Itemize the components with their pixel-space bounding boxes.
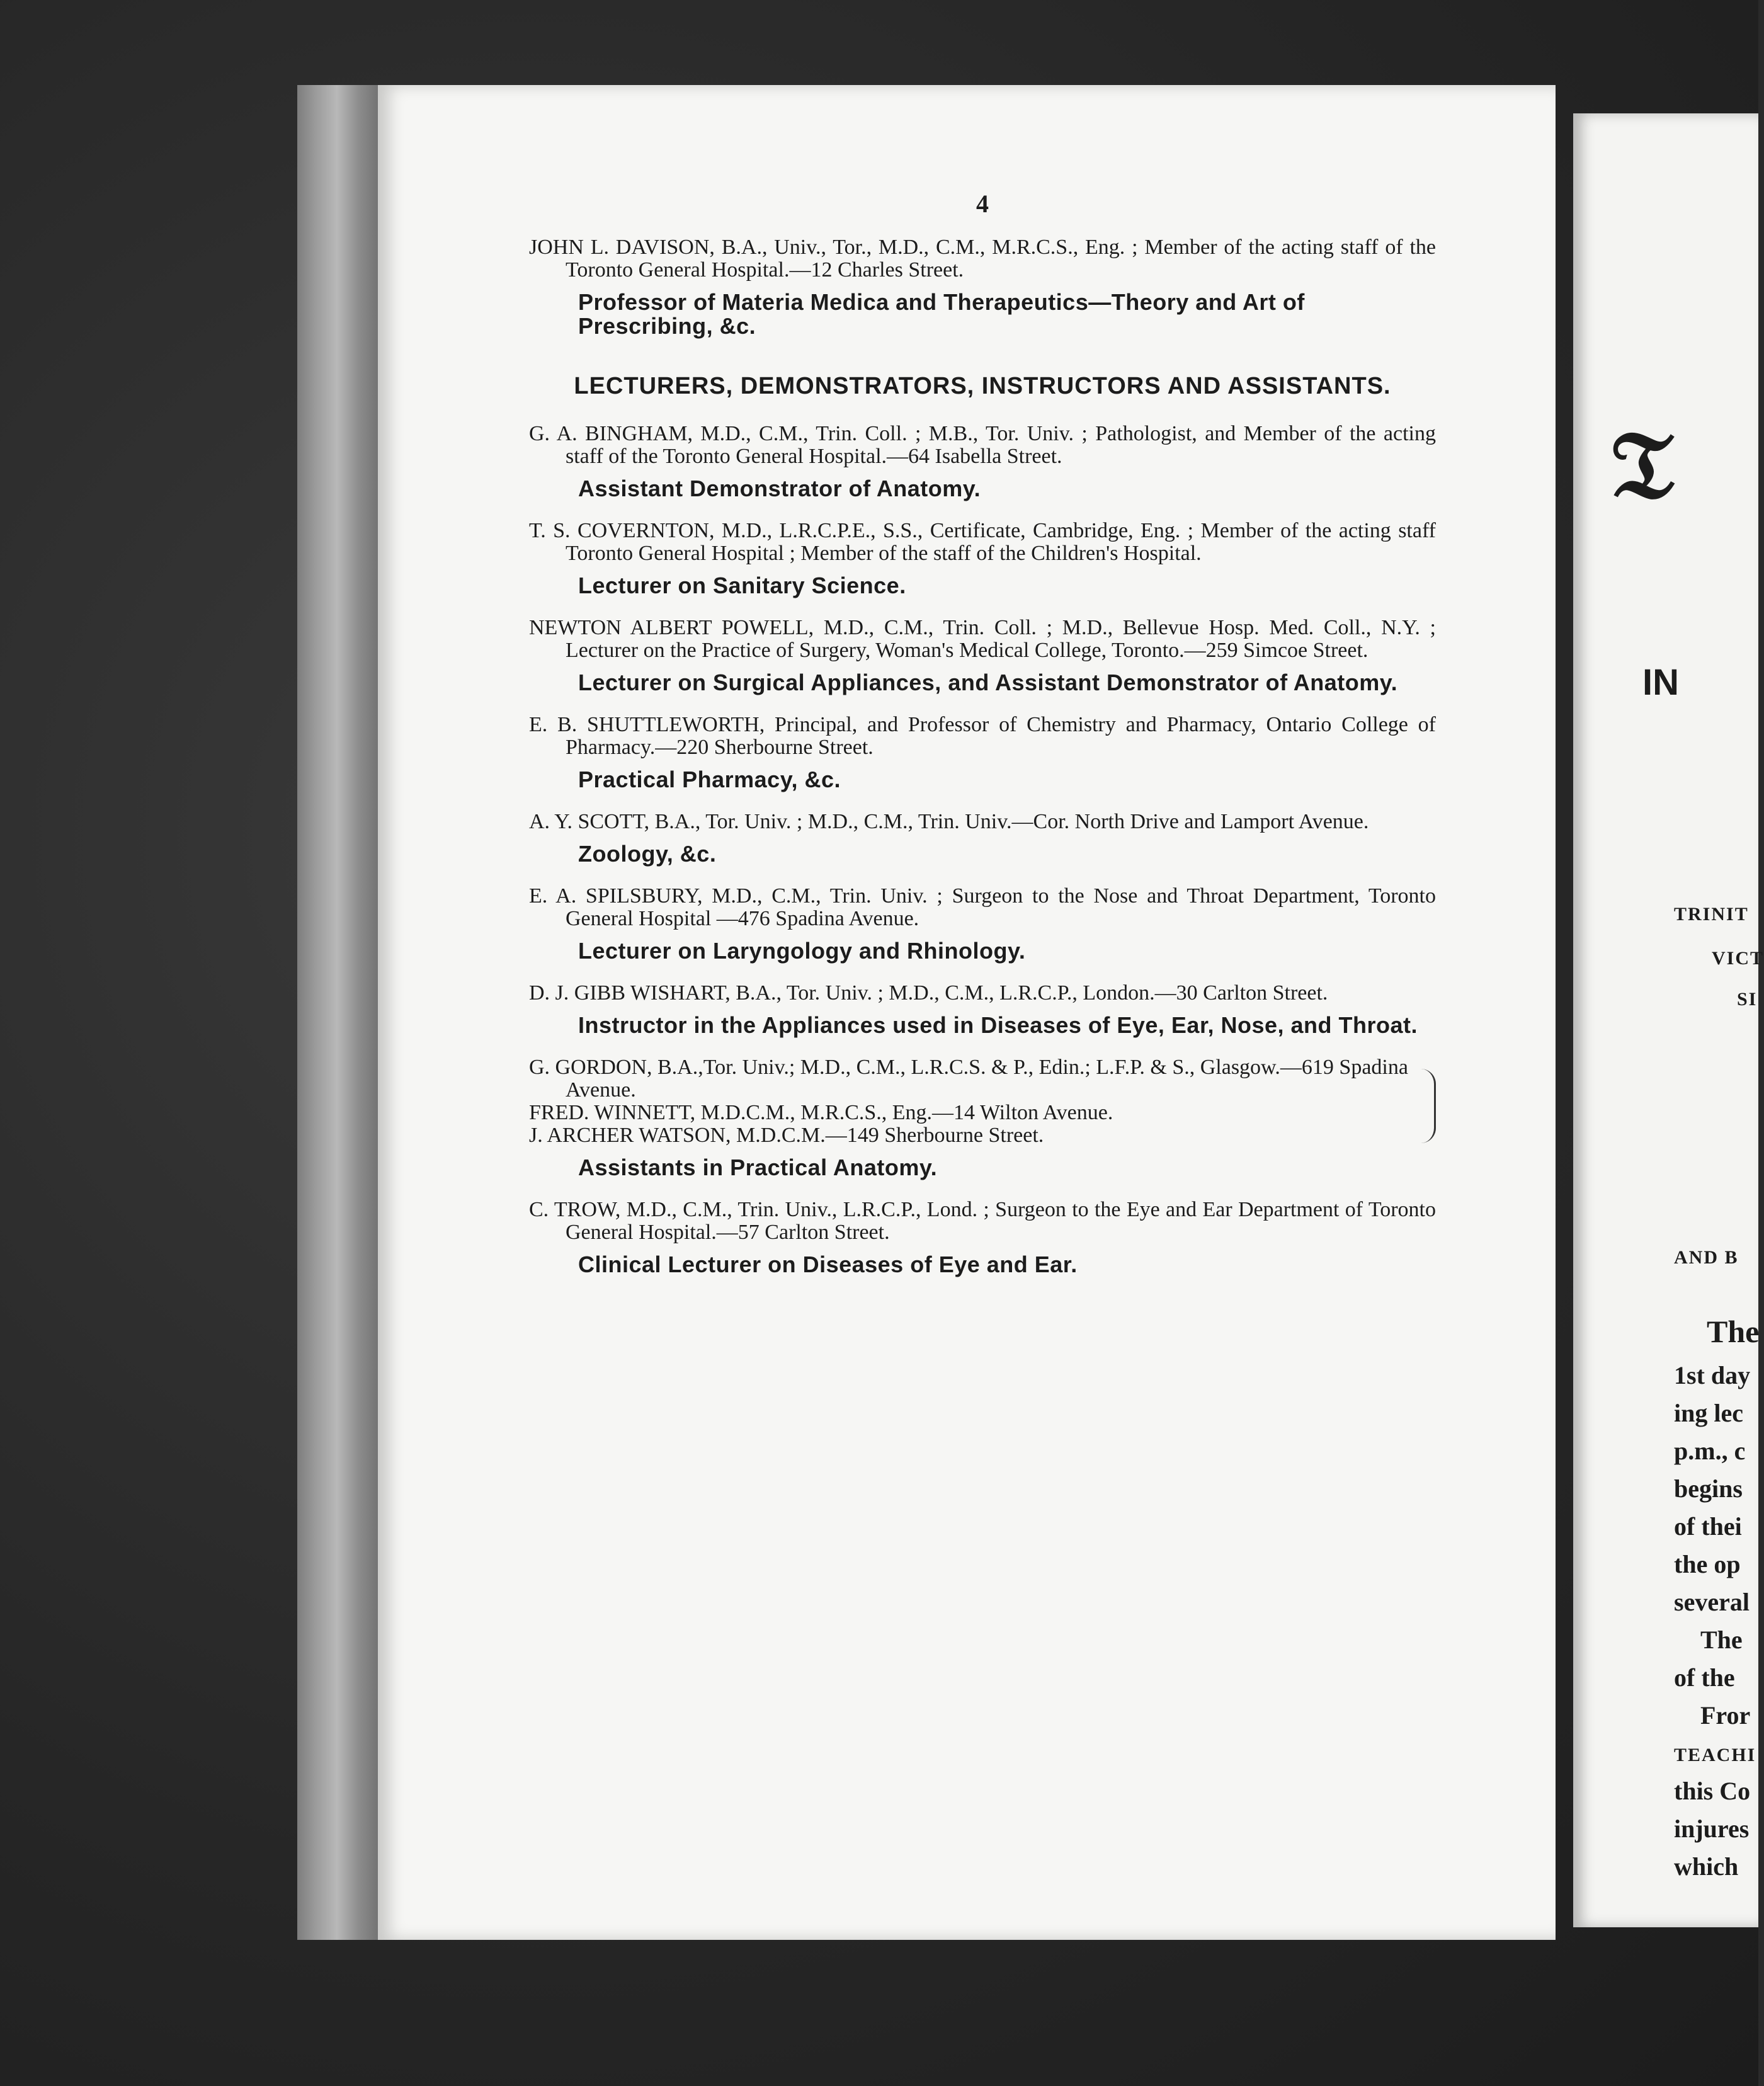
faculty-entry (529, 982, 1436, 1037)
faculty-entry (529, 520, 1436, 598)
right-heading-fragment: IN (1642, 662, 1679, 703)
right-body-line: of the (1674, 1663, 1735, 1692)
right-body-line: begins (1674, 1474, 1743, 1503)
faculty-entry (529, 423, 1436, 501)
entry-role: Lecturer on Sanitary Science. (578, 573, 906, 598)
section-heading: LECTURERS, DEMONSTRATORS, INSTRUCTORS AND ASSISTANTS. (574, 373, 1391, 399)
faculty-entry (529, 714, 1436, 792)
entry-description: T. S. COVERNTON, M.D., L.R.C.P.E., S.S., Certificate, Cambridge, Eng. ; Member of the acting staff Toronto General Hospital ; Member of the staff of the Children's Hospital. (529, 519, 1436, 565)
right-body-line: The (1700, 1626, 1743, 1654)
entry-description: G. A. BINGHAM, M.D., C.M., Trin. Coll. ; M.B., Tor. Univ. ; Pathologist, and Member of the acting staff of the Toronto General Hospital.—64 Isabella Street. (529, 422, 1436, 468)
faculty-group-entry (529, 1056, 1436, 1180)
right-body-line: 1st day (1674, 1361, 1751, 1389)
faculty-entry (529, 236, 1436, 338)
entry-description: A. Y. SCOTT, B.A., Tor. Univ. ; M.D., C.M., Trin. Univ.—Cor. North Drive and Lamport Avenue. (529, 810, 1369, 833)
right-line: TRINIT (1674, 904, 1749, 925)
page-number: 4 (976, 190, 989, 218)
book-page-edges (297, 85, 385, 1940)
entry-role: Lecturer on Laryngology and Rhinology. (578, 938, 1026, 964)
curly-brace (1415, 1069, 1436, 1143)
entry-description: JOHN L. DAVISON, B.A., Univ., Tor., M.D., C.M., M.R.C.S., Eng. ; Member of the acting staff of the Toronto General Hospital.—12 Charles Street. (529, 236, 1436, 282)
faculty-entry (529, 617, 1436, 695)
entry-role: Clinical Lecturer on Diseases of Eye and Ear. (578, 1251, 1078, 1277)
blackletter-initial: 𝔗 (1611, 409, 1674, 520)
entry-description: D. J. GIBB WISHART, B.A., Tor. Univ. ; M.D., C.M., L.R.C.P., London.—30 Carlton Street. (529, 981, 1328, 1005)
entry-description: E. B. SHUTTLEWORTH, Principal, and Professor of Chemistry and Pharmacy, Ontario College of Pharmacy.—220 Sherbourne Street. (529, 713, 1436, 759)
right-line: AND B (1674, 1247, 1739, 1268)
entry-role: Assistant Demonstrator of Anatomy. (578, 476, 981, 501)
entry-description: E. A. SPILSBURY, M.D., C.M., Trin. Univ. ; Surgeon to the Nose and Throat Department, Toronto General Hospital —476 Spadina Avenue. (529, 884, 1436, 930)
entry-description: NEWTON ALBERT POWELL, M.D., C.M., Trin. Coll. ; M.D., Bellevue Hosp. Med. Coll., N.Y. ; Lecturer on the Practice of Surgery, Woman's Medical College, Toronto.—259 Simcoe Street. (529, 616, 1436, 662)
entry-role: Assistants in Practical Anatomy. (578, 1154, 938, 1180)
grouped-names (529, 1056, 1436, 1147)
entry-role: Instructor in the Appliances used in Diseases of Eye, Ear, Nose, and Throat. (578, 1012, 1418, 1038)
right-body-line: the op (1674, 1550, 1741, 1578)
left-page-content (529, 189, 1436, 1296)
right-body-line: ing lec (1674, 1399, 1743, 1427)
right-line: VICT (1712, 948, 1764, 969)
entry-role: Practical Pharmacy, &c. (578, 767, 841, 792)
right-body-line: several (1674, 1588, 1750, 1616)
entry-description: C. TROW, M.D., C.M., Trin. Univ., L.R.C.P., Lond. ; Surgeon to the Eye and Ear Department of Toronto General Hospital.—57 Carlton Street. (529, 1198, 1436, 1244)
faculty-entry (529, 1199, 1436, 1277)
right-page-cropped (1573, 113, 1764, 1927)
right-line: SI (1737, 989, 1758, 1010)
entry-role: Zoology, &c. (578, 841, 717, 867)
faculty-entry (529, 885, 1436, 963)
group-member: FRED. WINNETT, M.D.C.M., M.R.C.S., Eng.—14 Wilton Avenue. (529, 1101, 1113, 1124)
right-body-line: TEACHI (1674, 1745, 1756, 1765)
entry-role: Professor of Materia Medica and Therapeutics—Theory and Art of Prescribing, &c. (578, 289, 1305, 339)
right-body-line: which (1674, 1852, 1739, 1881)
faculty-entry (529, 811, 1436, 866)
right-body-line: injures (1674, 1815, 1750, 1843)
right-body-line: this Co (1674, 1777, 1751, 1805)
group-member: J. ARCHER WATSON, M.D.C.M.—149 Sherbourne Street. (529, 1124, 1044, 1147)
right-body-line: p.m., c (1674, 1437, 1746, 1465)
entry-role: Lecturer on Surgical Appliances, and Assistant Demonstrator of Anatomy. (578, 670, 1398, 695)
right-body-line: The (1707, 1314, 1760, 1349)
right-body-line: of thei (1674, 1512, 1742, 1541)
right-body-line: Fror (1700, 1701, 1751, 1730)
group-member: G. GORDON, B.A.,Tor. Univ.; M.D., C.M., L.R.C.S. & P., Edin.; L.F.P. & S., Glasgow.—619 Spadina Avenue. (529, 1056, 1408, 1102)
